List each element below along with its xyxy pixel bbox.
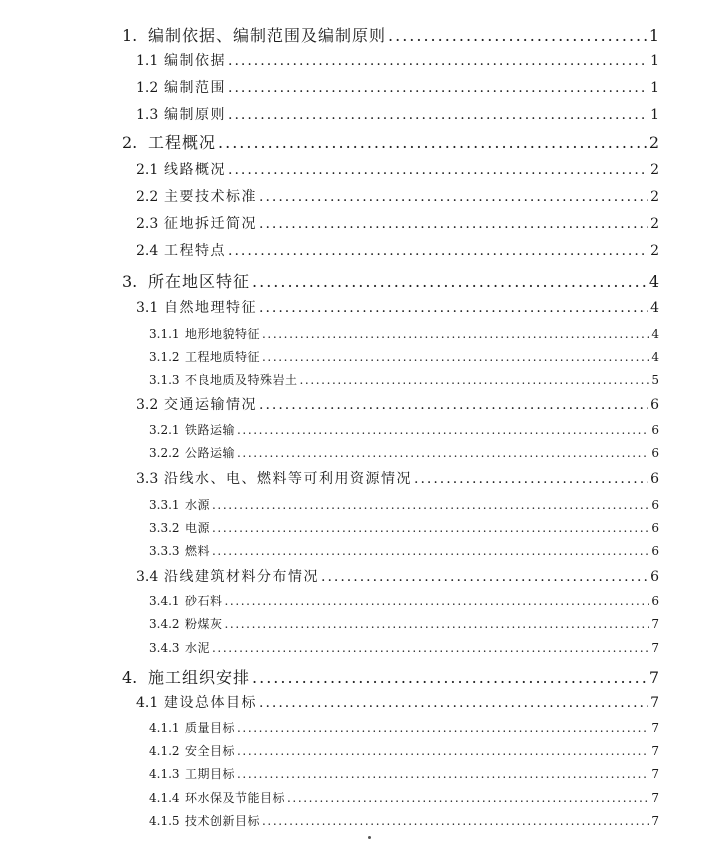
toc-entry-level-1[interactable] xyxy=(122,665,659,688)
toc-entry-title: 工程概况 xyxy=(148,133,217,152)
toc-entry-title: 环水保及节能目标 xyxy=(185,791,286,805)
toc-entry-page-number: 2 xyxy=(650,216,659,232)
toc-entry-page-number: 7 xyxy=(648,668,659,687)
toc-leader-dots xyxy=(228,80,648,96)
toc-entry-title: 水泥 xyxy=(185,641,211,655)
toc-entry-number: 2.3 xyxy=(136,216,159,232)
toc-entry-number: 3.1.2 xyxy=(149,350,180,364)
toc-entry-number: 3. xyxy=(122,272,138,291)
toc-leader-dots xyxy=(225,617,650,631)
toc-entry-page-number: 2 xyxy=(650,162,659,178)
toc-leader-dots xyxy=(228,162,648,178)
toc-entry-level-2[interactable] xyxy=(136,159,659,179)
toc-leader-dots xyxy=(228,107,648,123)
toc-leader-dots xyxy=(259,300,648,316)
toc-entry-title: 主要技术标准 xyxy=(164,189,257,205)
toc-entry-title: 线路概况 xyxy=(164,162,226,178)
toc-entry-level-3[interactable] xyxy=(149,719,659,736)
toc-entry-title: 施工组织安排 xyxy=(148,668,251,687)
toc-entry-page-number: 4 xyxy=(651,350,659,364)
toc-entry-title: 工期目标 xyxy=(185,767,236,781)
toc-entry-title: 沿线水、电、燃料等可利用资源情况 xyxy=(164,471,412,487)
toc-leader-dots xyxy=(237,423,649,437)
toc-entry-level-2[interactable] xyxy=(136,240,659,260)
toc-entry-number: 1.2 xyxy=(136,80,159,96)
toc-leader-dots xyxy=(225,594,650,608)
toc-entry-page-number: 6 xyxy=(651,544,659,558)
toc-entry-title: 交通运输情况 xyxy=(164,397,257,413)
toc-entry-number: 4.1.1 xyxy=(149,721,180,735)
toc-entry-level-2[interactable] xyxy=(136,692,659,712)
toc-entry-number: 3.1.3 xyxy=(149,373,180,387)
toc-entry-level-3[interactable] xyxy=(149,444,659,461)
toc-entry-number: 1. xyxy=(122,26,138,45)
toc-entry-title: 地形地貌特征 xyxy=(185,327,261,341)
toc-leader-dots xyxy=(237,744,649,758)
toc-entry-title: 建设总体目标 xyxy=(164,695,257,711)
toc-leader-dots xyxy=(252,272,647,291)
toc-entry-level-1[interactable] xyxy=(122,269,659,292)
toc-entry-title: 沿线建筑材料分布情况 xyxy=(164,569,319,585)
toc-entry-page-number: 2 xyxy=(650,189,659,205)
toc-entry-page-number: 2 xyxy=(650,243,659,259)
toc-entry-title: 电源 xyxy=(185,521,211,535)
toc-entry-level-2[interactable] xyxy=(136,468,659,488)
toc-entry-number: 3.4.3 xyxy=(149,641,180,655)
toc-entry-number: 3.2.2 xyxy=(149,446,180,460)
toc-entry-number: 2.4 xyxy=(136,243,159,259)
toc-entry-level-3[interactable] xyxy=(149,765,659,782)
toc-entry-number: 3.1 xyxy=(136,300,159,316)
toc-entry-level-3[interactable] xyxy=(149,742,659,759)
toc-entry-page-number: 6 xyxy=(650,397,659,413)
toc-entry-page-number: 6 xyxy=(651,423,659,437)
toc-leader-dots xyxy=(237,721,649,735)
toc-entry-title: 编制依据、编制范围及编制原则 xyxy=(148,26,387,45)
toc-entry-level-3[interactable] xyxy=(149,496,659,513)
toc-entry-number: 3.2.1 xyxy=(149,423,180,437)
toc-entry-title: 燃料 xyxy=(185,544,211,558)
toc-entry-level-3[interactable] xyxy=(149,812,659,829)
toc-entry-title: 公路运输 xyxy=(185,446,236,460)
toc-leader-dots xyxy=(228,243,648,259)
toc-entry-title: 水源 xyxy=(185,498,211,512)
toc-entry-title: 工程地质特征 xyxy=(185,350,261,364)
toc-entry-number: 3.4.1 xyxy=(149,594,180,608)
toc-entry-number: 2.1 xyxy=(136,162,159,178)
toc-leader-dots xyxy=(252,668,647,687)
toc-entry-page-number: 6 xyxy=(651,521,659,535)
toc-entry-page-number: 4 xyxy=(651,327,659,341)
toc-entry-number: 3.3.2 xyxy=(149,521,180,535)
toc-leader-dots xyxy=(237,767,649,781)
toc-entry-level-3[interactable] xyxy=(149,789,659,806)
toc-entry-level-2[interactable] xyxy=(136,77,659,97)
toc-entry-page-number: 4 xyxy=(648,272,659,291)
toc-entry-level-2[interactable] xyxy=(136,297,659,317)
toc-entry-title: 安全目标 xyxy=(185,744,236,758)
toc-leader-dots xyxy=(262,814,649,828)
toc-entry-page-number: 7 xyxy=(651,814,659,828)
toc-entry-title: 砂石料 xyxy=(185,594,223,608)
toc-entry-page-number: 7 xyxy=(651,617,659,631)
toc-leader-dots xyxy=(212,544,649,558)
toc-entry-level-1[interactable] xyxy=(122,130,659,153)
toc-entry-page-number: 7 xyxy=(650,695,659,711)
toc-entry-number: 3.4.2 xyxy=(149,617,180,631)
toc-leader-dots xyxy=(212,521,649,535)
toc-entry-number: 3.1.1 xyxy=(149,327,180,341)
toc-entry-page-number: 1 xyxy=(650,53,659,69)
toc-leader-dots xyxy=(414,471,648,487)
toc-entry-page-number: 6 xyxy=(650,471,659,487)
toc-entry-page-number: 5 xyxy=(651,373,659,387)
toc-entry-number: 4.1.2 xyxy=(149,744,180,758)
toc-entry-page-number: 7 xyxy=(651,767,659,781)
toc-entry-number: 3.3.3 xyxy=(149,544,180,558)
toc-leader-dots xyxy=(212,498,649,512)
toc-entry-page-number: 2 xyxy=(648,133,659,152)
toc-entry-title: 所在地区特征 xyxy=(148,272,251,291)
toc-entry-level-3[interactable] xyxy=(149,371,659,388)
toc-entry-number: 1.3 xyxy=(136,107,159,123)
toc-entry-page-number: 6 xyxy=(650,569,659,585)
toc-leader-dots xyxy=(212,641,649,655)
toc-leader-dots xyxy=(287,791,649,805)
toc-entry-page-number: 6 xyxy=(651,446,659,460)
toc-entry-level-3[interactable] xyxy=(149,421,659,438)
toc-entry-level-3[interactable] xyxy=(149,639,659,656)
toc-entry-number: 3.2 xyxy=(136,397,159,413)
toc-entry-page-number: 7 xyxy=(651,791,659,805)
toc-entry-number: 3.3.1 xyxy=(149,498,180,512)
toc-entry-title: 自然地理特征 xyxy=(164,300,257,316)
toc-entry-title: 质量目标 xyxy=(185,721,236,735)
toc-entry-number: 4. xyxy=(122,668,138,687)
toc-entry-number: 3.3 xyxy=(136,471,159,487)
toc-entry-number: 4.1 xyxy=(136,695,159,711)
toc-entry-level-3[interactable] xyxy=(149,325,659,342)
toc-entry-page-number: 4 xyxy=(650,300,659,316)
toc-entry-title: 技术创新目标 xyxy=(185,814,261,828)
toc-entry-page-number: 7 xyxy=(651,744,659,758)
toc-leader-dots xyxy=(237,446,649,460)
toc-entry-page-number: 7 xyxy=(651,721,659,735)
toc-entry-level-2[interactable] xyxy=(136,186,659,206)
toc-entry-page-number: 6 xyxy=(651,594,659,608)
toc-entry-level-2[interactable] xyxy=(136,394,659,414)
toc-entry-title: 编制原则 xyxy=(164,107,226,123)
toc-entry-level-2[interactable] xyxy=(136,213,659,233)
toc-entry-page-number: 7 xyxy=(651,641,659,655)
toc-entry-level-3[interactable] xyxy=(149,542,659,559)
toc-leader-dots xyxy=(321,569,648,585)
toc-entry-page-number: 1 xyxy=(648,26,659,45)
page-footer-mark xyxy=(368,836,371,839)
toc-entry-number: 3.4 xyxy=(136,569,159,585)
toc-entry-title: 粉煤灰 xyxy=(185,617,223,631)
toc-entry-number: 1.1 xyxy=(136,53,159,69)
toc-leader-dots xyxy=(259,695,648,711)
toc-leader-dots xyxy=(262,350,649,364)
toc-leader-dots xyxy=(388,26,647,45)
toc-entry-page-number: 1 xyxy=(650,107,659,123)
toc-entry-number: 2. xyxy=(122,133,138,152)
toc-entry-title: 编制范围 xyxy=(164,80,226,96)
toc-leader-dots xyxy=(259,216,648,232)
toc-leader-dots xyxy=(262,327,649,341)
toc-leader-dots xyxy=(228,53,648,69)
toc-entry-level-3[interactable] xyxy=(149,615,659,632)
toc-entry-level-3[interactable] xyxy=(149,592,659,609)
toc-entry-title: 征地拆迁简况 xyxy=(164,216,257,232)
toc-leader-dots xyxy=(300,373,650,387)
toc-entry-title: 铁路运输 xyxy=(185,423,236,437)
toc-entry-page-number: 1 xyxy=(650,80,659,96)
toc-entry-number: 4.1.3 xyxy=(149,767,180,781)
toc-entry-number: 2.2 xyxy=(136,189,159,205)
toc-entry-level-3[interactable] xyxy=(149,348,659,365)
toc-entry-title: 工程特点 xyxy=(164,243,226,259)
toc-leader-dots xyxy=(259,397,648,413)
toc-entry-level-2[interactable] xyxy=(136,566,659,586)
toc-entry-level-2[interactable] xyxy=(136,104,659,124)
toc-entry-level-1[interactable] xyxy=(122,23,659,46)
toc-entry-number: 4.1.5 xyxy=(149,814,180,828)
toc-leader-dots xyxy=(218,133,647,152)
toc-entry-level-2[interactable] xyxy=(136,50,659,70)
toc-entry-title: 不良地质及特殊岩土 xyxy=(185,373,298,387)
toc-entry-number: 4.1.4 xyxy=(149,791,180,805)
toc-leader-dots xyxy=(259,189,648,205)
toc-entry-title: 编制依据 xyxy=(164,53,226,69)
toc-entry-level-3[interactable] xyxy=(149,519,659,536)
toc-entry-page-number: 6 xyxy=(651,498,659,512)
